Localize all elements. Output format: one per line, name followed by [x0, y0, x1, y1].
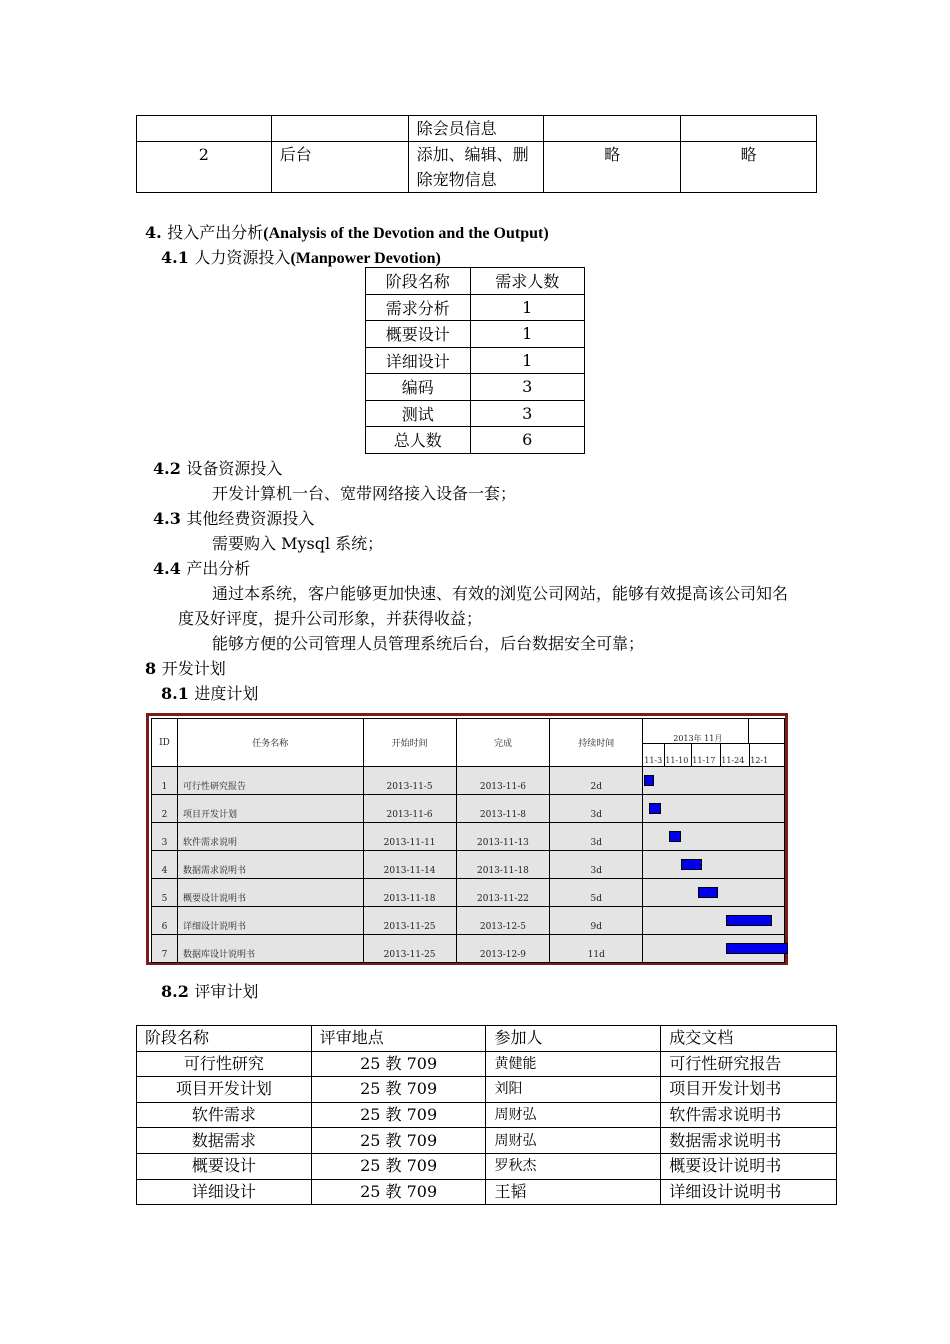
section-8-1-heading: [161, 681, 258, 704]
task-id: 1: [152, 767, 178, 795]
heading-text: 进度计划: [194, 684, 259, 703]
paragraph: 需要购入 Mysql 系统；: [212, 534, 384, 553]
task-finish: 2013-12-9: [456, 935, 550, 963]
gantt-table: [151, 718, 785, 963]
table-cell: [137, 116, 272, 142]
task-start: 2013-11-6: [363, 795, 456, 823]
table-cell: [681, 116, 817, 142]
task-duration: 3d: [550, 851, 643, 879]
task-id: 2: [152, 795, 178, 823]
table-cell: 概要设计说明书: [661, 1153, 837, 1179]
cell-line: 除宠物信息: [416, 170, 497, 189]
task-start: 2013-11-11: [363, 823, 456, 851]
table-cell: 总人数: [366, 427, 471, 454]
task-name: 概要设计说明书: [177, 879, 363, 907]
table-row: [366, 427, 585, 454]
paragraph: 度及好评度，提升公司形象，并获得收益；: [178, 609, 483, 628]
table-row: [137, 1077, 837, 1103]
table-cell: 刘阳: [486, 1077, 661, 1103]
table-cell: [408, 142, 544, 193]
gantt-task-row: [152, 935, 785, 963]
section-8-2-heading: [161, 979, 258, 1002]
heading-number: 8.2: [161, 982, 189, 1001]
gantt-bar: [726, 943, 788, 954]
table-cell: 1: [470, 294, 584, 321]
heading-number: 8.1: [161, 684, 189, 703]
task-name: 详细设计说明书: [177, 907, 363, 935]
table-cell: 除会员信息: [408, 116, 544, 142]
table-row: [366, 294, 585, 321]
gantt-task-row: [152, 767, 785, 795]
table-cell: 详细设计: [137, 1179, 312, 1205]
table-row: [137, 1179, 837, 1205]
section-4-1-heading: [161, 245, 441, 268]
function-table: [136, 115, 817, 193]
paragraph: 能够方便的公司管理人员管理系统后台，后台数据安全可靠；: [212, 634, 645, 653]
timeline-week-label: 11-24: [721, 756, 745, 765]
task-start: 2013-11-25: [363, 935, 456, 963]
table-row: [137, 1102, 837, 1128]
task-finish: 2013-11-22: [456, 879, 550, 907]
table-cell: 25 教 709: [311, 1102, 486, 1128]
task-name: 数据需求说明书: [177, 851, 363, 879]
heading-text: 设备资源投入: [186, 459, 283, 478]
table-cell: [544, 116, 681, 142]
gantt-bar: [669, 831, 681, 842]
gantt-task-row: [152, 823, 785, 851]
heading-number: 4.2: [153, 459, 181, 478]
task-finish: 2013-11-8: [456, 795, 550, 823]
gantt-task-row: [152, 795, 785, 823]
task-finish: 2013-11-6: [456, 767, 550, 795]
timeline-week-label: 11-3: [644, 756, 663, 765]
column-header-finish: 完成: [456, 719, 550, 767]
timeline-week-label: 12-1: [750, 756, 769, 765]
table-cell: 1: [470, 321, 584, 348]
gantt-bar: [681, 859, 702, 870]
gantt-bar: [649, 803, 661, 814]
task-timeline-cell: [643, 879, 785, 907]
column-header-duration: 持续时间: [550, 719, 643, 767]
table-cell: 25 教 709: [311, 1153, 486, 1179]
task-id: 7: [152, 935, 178, 963]
heading-text: 人力资源投入: [194, 248, 291, 267]
heading-number: 4.: [145, 223, 162, 242]
table-cell: 25 教 709: [311, 1128, 486, 1154]
table-header: 评审地点: [311, 1026, 486, 1052]
table-header: 阶段名称: [366, 268, 471, 295]
timeline-week-label: 11-17: [692, 756, 716, 765]
table-row: [137, 1153, 837, 1179]
task-duration: 3d: [550, 795, 643, 823]
gantt-bar: [698, 887, 719, 898]
table-header: 成交文档: [661, 1026, 837, 1052]
cell-line: 添加、编辑、删: [416, 145, 529, 164]
task-name: 项目开发计划: [177, 795, 363, 823]
task-timeline-cell: [643, 935, 785, 963]
table-cell: 略: [681, 142, 817, 193]
table-cell: 2: [137, 142, 272, 193]
manpower-table: [365, 267, 585, 454]
task-duration: 5d: [550, 879, 643, 907]
section-4-3-heading: [153, 506, 314, 529]
table-cell: 3: [470, 400, 584, 427]
heading-number: 4.4: [153, 559, 181, 578]
section-8-heading: [145, 656, 226, 679]
gantt-bar: [644, 775, 654, 786]
table-cell: 项目开发计划书: [661, 1077, 837, 1103]
table-cell: 概要设计: [366, 321, 471, 348]
heading-text-en: (Analysis of the Devotion and the Output): [263, 225, 549, 242]
task-id: 4: [152, 851, 178, 879]
table-row: [137, 1128, 837, 1154]
task-timeline-cell: [643, 795, 785, 823]
table-cell: 详细设计: [366, 347, 471, 374]
task-duration: 9d: [550, 907, 643, 935]
heading-text: 产出分析: [186, 559, 251, 578]
timeline-week-label: 11-10: [665, 756, 689, 765]
table-header: 阶段名称: [137, 1026, 312, 1052]
table-cell: 1: [470, 347, 584, 374]
heading-text-en: (Manpower Devotion): [290, 250, 441, 267]
table-cell: 项目开发计划: [137, 1077, 312, 1103]
table-cell: 周财弘: [486, 1102, 661, 1128]
task-duration: 11d: [550, 935, 643, 963]
table-row: [366, 400, 585, 427]
table-header: 参加人: [486, 1026, 661, 1052]
task-timeline-cell: [643, 907, 785, 935]
table-cell: 略: [544, 142, 681, 193]
task-start: 2013-11-18: [363, 879, 456, 907]
task-duration: 3d: [550, 823, 643, 851]
heading-number: 4.3: [153, 509, 181, 528]
task-name: 软件需求说明: [177, 823, 363, 851]
table-cell: 6: [470, 427, 584, 454]
task-timeline-cell: [643, 823, 785, 851]
table-header: 需求人数: [470, 268, 584, 295]
table-header-row: [366, 268, 585, 295]
heading-text: 开发计划: [161, 659, 226, 678]
table-cell: 概要设计: [137, 1153, 312, 1179]
table-cell: 详细设计说明书: [661, 1179, 837, 1205]
table-row: [366, 321, 585, 348]
table-header-row: [137, 1026, 837, 1052]
table-cell: 测试: [366, 400, 471, 427]
table-cell: 数据需求说明书: [661, 1128, 837, 1154]
timeline-month: 2013年 11月: [673, 734, 723, 743]
table-cell: 周财弘: [486, 1128, 661, 1154]
task-finish: 2013-12-5: [456, 907, 550, 935]
column-header-start: 开始时间: [363, 719, 456, 767]
task-start: 2013-11-5: [363, 767, 456, 795]
section-4-4-heading: [153, 556, 250, 579]
task-finish: 2013-11-18: [456, 851, 550, 879]
task-finish: 2013-11-13: [456, 823, 550, 851]
heading-number: 8: [145, 659, 157, 678]
gantt-bar: [726, 915, 771, 926]
table-cell: 25 教 709: [311, 1077, 486, 1103]
task-start: 2013-11-25: [363, 907, 456, 935]
table-cell: 软件需求说明书: [661, 1102, 837, 1128]
timeline-header: [643, 719, 785, 767]
task-id: 3: [152, 823, 178, 851]
task-timeline-cell: [643, 851, 785, 879]
task-duration: 2d: [550, 767, 643, 795]
heading-number: 4.1: [161, 248, 189, 267]
table-cell: 罗秋杰: [486, 1153, 661, 1179]
table-row: [366, 374, 585, 401]
table-cell: 王韬: [486, 1179, 661, 1205]
section-4-2-heading: [153, 456, 282, 479]
gantt-task-row: [152, 851, 785, 879]
table-cell: 编码: [366, 374, 471, 401]
task-timeline-cell: [643, 767, 785, 795]
column-header-id: ID: [152, 719, 178, 767]
task-id: 5: [152, 879, 178, 907]
paragraph: 开发计算机一台、宽带网络接入设备一套；: [212, 484, 517, 503]
paragraph: 通过本系统，客户能够更加快速、有效的浏览公司网站，能够有效提高该公司知名: [212, 584, 789, 603]
task-name: 数据库设计说明书: [177, 935, 363, 963]
heading-text: 其他经费资源投入: [186, 509, 315, 528]
table-cell: 软件需求: [137, 1102, 312, 1128]
table-cell: 25 教 709: [311, 1179, 486, 1205]
table-row: [137, 142, 817, 193]
table-row: [137, 1051, 837, 1077]
gantt-task-row: [152, 879, 785, 907]
heading-text: 评审计划: [194, 982, 259, 1001]
table-cell: 可行性研究报告: [661, 1051, 837, 1077]
table-row: [137, 116, 817, 142]
table-cell: 需求分析: [366, 294, 471, 321]
gantt-chart: [146, 713, 788, 965]
table-cell: 数据需求: [137, 1128, 312, 1154]
task-start: 2013-11-14: [363, 851, 456, 879]
task-id: 6: [152, 907, 178, 935]
task-name: 可行性研究报告: [177, 767, 363, 795]
column-header-name: 任务名称: [177, 719, 363, 767]
review-table: [136, 1025, 837, 1205]
table-cell: 后台: [271, 142, 408, 193]
section-4-heading: [145, 220, 549, 243]
heading-text: 投入产出分析: [167, 223, 264, 242]
table-cell: [271, 116, 408, 142]
table-cell: 3: [470, 374, 584, 401]
table-row: [366, 347, 585, 374]
table-cell: 25 教 709: [311, 1051, 486, 1077]
gantt-task-row: [152, 907, 785, 935]
gantt-header-row: [152, 719, 785, 767]
table-cell: 黄健能: [486, 1051, 661, 1077]
table-cell: 可行性研究: [137, 1051, 312, 1077]
